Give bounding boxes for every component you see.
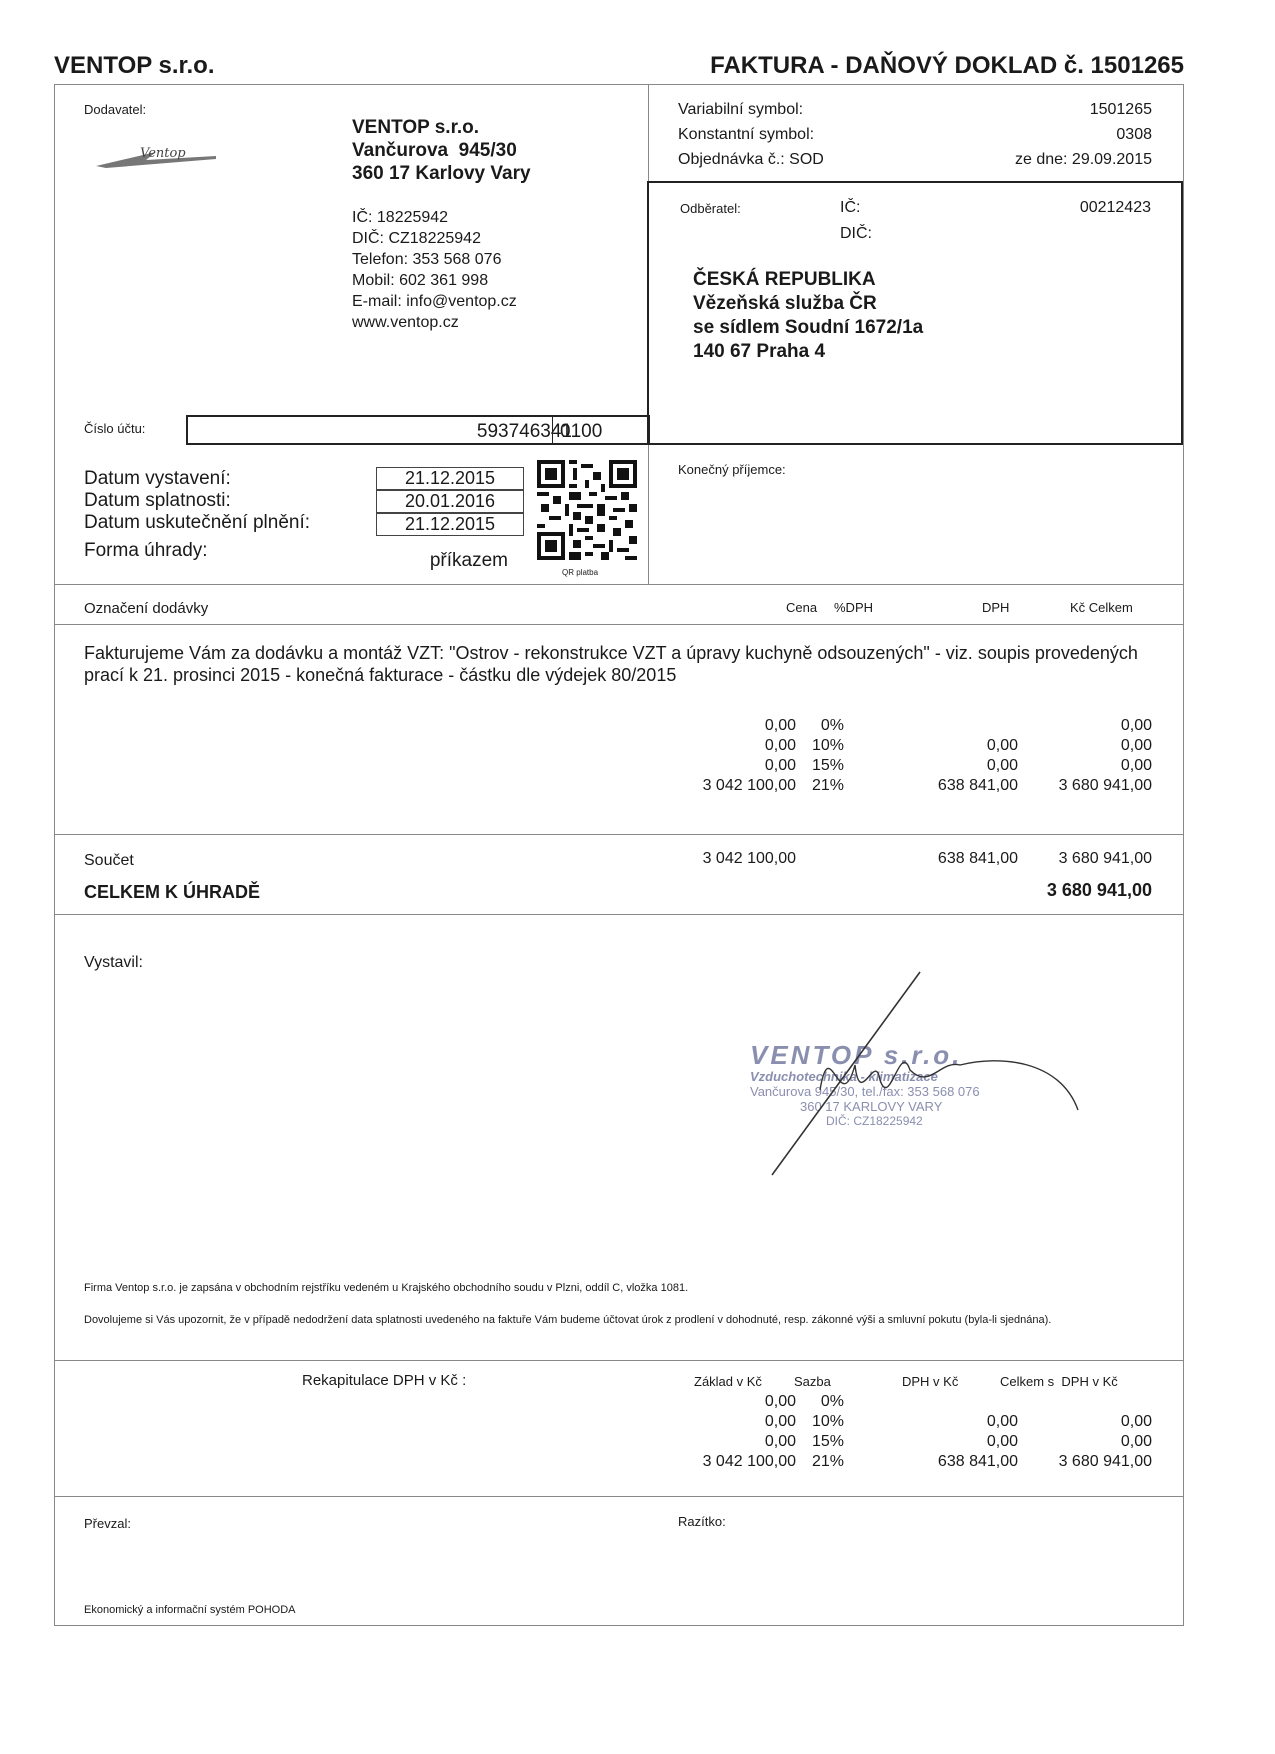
supplier-label: Dodavatel: [84, 102, 147, 117]
payment-value: příkazem [429, 550, 508, 571]
supplier-email: E-mail: info@ventop.cz [352, 293, 517, 310]
sum-label: Součet [84, 852, 134, 869]
recap-base: 0,00 [764, 1433, 796, 1450]
item-row [640, 776, 1152, 796]
divider-items-header [54, 624, 1184, 625]
sum-vat: 638 841,00 [937, 850, 1018, 867]
stamp-line5: DIČ: CZ18225942 [826, 1114, 923, 1128]
constant-symbol-label: Konstantní symbol: [678, 126, 815, 143]
account-label: Číslo účtu: [84, 421, 146, 436]
item-total: 0,00 [1120, 757, 1152, 774]
customer-address-block [693, 268, 923, 364]
supplier-web: www.ventop.cz [352, 314, 459, 331]
item-rate: 10% [811, 737, 844, 754]
item-row [640, 736, 1152, 756]
register-note: Firma Ventop s.r.o. je zapsána v obchodním rejstříku vedeném u Krajského obchodního soudu v Plzni, oddíl C, vložka 1081. [84, 1282, 689, 1294]
sum-total: 3 680 941,00 [1058, 850, 1152, 867]
item-row [640, 756, 1152, 776]
item-total: 0,00 [1120, 737, 1152, 754]
item-total: 3 680 941,00 [1058, 777, 1152, 794]
supplier-contact-block [352, 207, 517, 333]
item-price: 3 042 100,00 [702, 777, 796, 794]
customer-ic-label: IČ: [840, 199, 861, 216]
supplier-name: VENTOP s.r.o. [352, 117, 480, 138]
recap-col-total: Celkem s DPH v Kč [1000, 1374, 1118, 1389]
item-vat: 638 841,00 [937, 777, 1018, 794]
recap-total: 0,00 [1120, 1413, 1152, 1430]
stamp-line1: VENTOP s.r.o. [750, 1040, 963, 1070]
taxable-date-value: 21.12.2015 [376, 513, 524, 536]
customer-name1: ČESKÁ REPUBLIKA [693, 269, 876, 290]
variable-symbol-label: Variabilní symbol: [678, 101, 804, 118]
stamp-line3: Vančurova 945/30, tel./fax: 353 568 076 [750, 1084, 980, 1099]
penalty-note: Dovolujeme si Vás upozornit, že v případě nedodržení data splatnosti uvedeného na faktuře Vám budeme účtovat úrok z prodlení v dohodnuté, resp. zákonné výši a smluvní pokutu (byla-li sjednána). [84, 1314, 1052, 1326]
items-header-total: Kč Celkem [1070, 600, 1133, 615]
variable-symbol-row [678, 97, 1152, 122]
supplier-city: 360 17 Karlovy Vary [352, 163, 531, 184]
customer-dic-label: DIČ: [840, 225, 872, 242]
recap-label: Rekapitulace DPH v Kč : [302, 1372, 467, 1389]
customer-ic-value: 00212423 [1079, 199, 1151, 216]
order-row [678, 147, 1152, 172]
supplier-dic: DIČ: CZ18225942 [352, 230, 481, 247]
recap-base: 0,00 [764, 1393, 796, 1410]
received-by-label: Převzal: [84, 1516, 131, 1531]
recap-row [640, 1432, 1152, 1452]
item-price: 0,00 [764, 737, 796, 754]
supplier-phone: Telefon: 353 568 076 [352, 251, 502, 268]
variable-symbol-value: 1501265 [1089, 101, 1152, 118]
recap-rate: 21% [811, 1453, 844, 1470]
order-label: Objednávka č.: SOD [678, 151, 824, 168]
recap-vat: 0,00 [986, 1433, 1018, 1450]
supplier-ic: IČ: 18225942 [352, 209, 449, 226]
supplier-address-block [352, 116, 531, 185]
stamp-line4: 360 17 KARLOVY VARY [800, 1099, 943, 1114]
items-header-vat: DPH [982, 600, 1010, 615]
recap-rows [640, 1392, 1152, 1472]
symbols-block [678, 97, 1152, 172]
recap-row [640, 1412, 1152, 1432]
logo-text: Ventop [140, 146, 186, 161]
item-total: 0,00 [1120, 717, 1152, 734]
dates-labels [84, 468, 310, 562]
divider-recap [54, 1496, 1184, 1497]
items-header-vat-rate: %DPH [834, 600, 874, 615]
recap-rate: 15% [811, 1433, 844, 1450]
issued-by-label: Vystavil: [84, 954, 143, 971]
issue-date-label: Datum vystavení: [84, 468, 231, 489]
recap-row [640, 1452, 1152, 1472]
divider-sum [54, 834, 1184, 835]
items-header-price: Cena [786, 600, 818, 615]
taxable-date-label: Datum uskutečnění plnění: [84, 512, 311, 533]
recap-col-rate: Sazba [794, 1374, 831, 1389]
divider-total [54, 914, 1184, 915]
qr-code-icon [537, 460, 637, 560]
recap-col-vat: DPH v Kč [902, 1374, 959, 1389]
recap-total: 3 680 941,00 [1058, 1453, 1152, 1470]
item-row [640, 716, 1152, 736]
item-description: Fakturujeme Vám za dodávku a montáž VZT: "Ostrov - rekonstrukce VZT a úpravy kuchyně odsouzených" - viz. soupis provedených prací k 21. prosinci 2015 - konečná fakturace - částku dle výdejek 80/2015 [84, 643, 1138, 685]
issue-date-value: 21.12.2015 [376, 467, 524, 490]
total-due-label: CELKEM K ÚHRADĚ [84, 882, 261, 902]
qr-label: QR platba [562, 568, 599, 577]
items-header-description: Označení dodávky [84, 600, 209, 617]
recap-base: 0,00 [764, 1413, 796, 1430]
item-vat: 0,00 [986, 737, 1018, 754]
due-date-label: Datum splatnosti: [84, 490, 231, 511]
constant-symbol-value: 0308 [1116, 126, 1152, 143]
total-due-value: 3 680 941,00 [1046, 880, 1152, 900]
recap-vat: 638 841,00 [937, 1453, 1018, 1470]
sum-price: 3 042 100,00 [702, 850, 796, 867]
company-name: VENTOP s.r.o. [54, 52, 215, 79]
ventop-logo [96, 146, 218, 170]
recap-col-base: Základ v Kč [694, 1374, 762, 1389]
item-rate: 15% [811, 757, 844, 774]
due-date-value: 20.01.2016 [376, 490, 524, 513]
signature-icon [760, 970, 1080, 1180]
customer-name2: Vězeňská služba ČR [693, 293, 877, 314]
recap-total: 0,00 [1120, 1433, 1152, 1450]
divider-notes [54, 1360, 1184, 1361]
item-rate: 21% [811, 777, 844, 794]
stamp-line2: Vzduchotechnika - klimatizace [750, 1069, 938, 1084]
account-divider [552, 417, 553, 443]
divider-dates [54, 584, 1184, 585]
order-date: ze dne: 29.09.2015 [1014, 151, 1152, 168]
recap-rate: 0% [820, 1393, 844, 1410]
supplier-mobile: Mobil: 602 361 998 [352, 272, 489, 289]
account-box [186, 415, 650, 445]
recap-base: 3 042 100,00 [702, 1453, 796, 1470]
item-rate: 0% [820, 717, 844, 734]
recap-vat: 0,00 [986, 1413, 1018, 1430]
constant-symbol-row [678, 122, 1152, 147]
account-number: 593746341 [476, 421, 572, 442]
item-price: 0,00 [764, 757, 796, 774]
customer-label: Odběratel: [680, 201, 741, 216]
payment-label: Forma úhrady: [84, 540, 208, 561]
customer-box [647, 181, 1183, 445]
system-label: Ekonomický a informační systém POHODA [84, 1604, 296, 1616]
customer-address: se sídlem Soudní 1672/1a [693, 317, 924, 338]
supplier-street: Vančurova 945/30 [352, 140, 517, 161]
document-title: FAKTURA - DAŇOVÝ DOKLAD č. 1501265 [710, 52, 1184, 79]
item-rows [640, 716, 1152, 796]
stamp-label: Razítko: [678, 1514, 726, 1529]
bank-code: 0100 [560, 421, 603, 442]
customer-city: 140 67 Praha 4 [693, 341, 826, 362]
item-price: 0,00 [764, 717, 796, 734]
final-recipient-label: Konečný příjemce: [678, 462, 786, 477]
recap-rate: 10% [811, 1413, 844, 1430]
recap-row [640, 1392, 1152, 1412]
item-vat: 0,00 [986, 757, 1018, 774]
